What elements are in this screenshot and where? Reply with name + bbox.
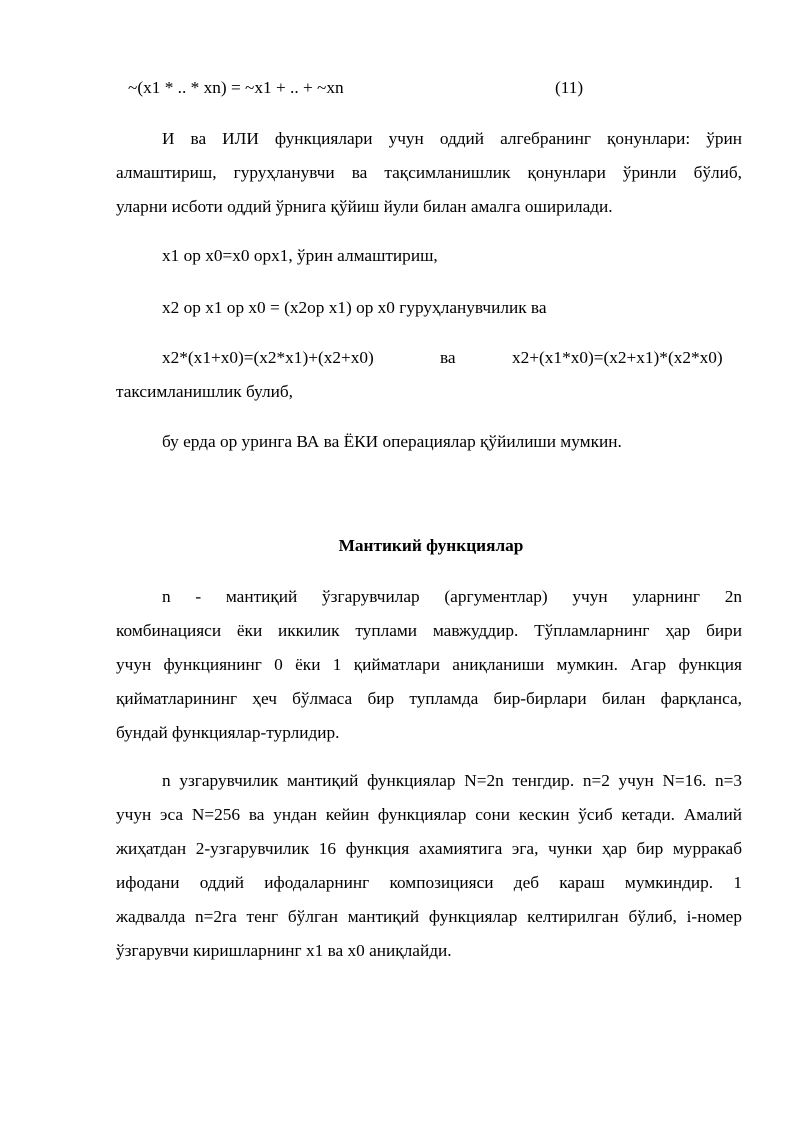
- law-distributive-and: ва: [440, 348, 456, 367]
- paragraph-line: n узгарувчилик мантиқий функциялар N=2n тенгдир. n=2 учун N=16. n=3: [162, 771, 742, 790]
- paragraph-line: комбинацияси ёки иккилик туплами мавжуддир. Тўпламларнинг ҳар бири: [116, 621, 742, 640]
- equation-number: (11): [555, 78, 584, 97]
- law-commutative: x1 ор x0=x0 орx1, ўрин алмаштириш,: [162, 246, 438, 265]
- paragraph-line: n - мантиқий ўзгарувчилар (аргументлар) учун уларнинг 2n: [162, 587, 742, 606]
- paragraph-line: жадвалда n=2га тенг бўлган мантиқий функциялар келтирилган бўлиб, i-номер: [116, 907, 742, 926]
- law-note: бу ерда ор уринга ВА ва ЁКИ операциялар қўйилиши мумкин.: [162, 432, 622, 451]
- paragraph-line: бундай функциялар-турлидир.: [116, 723, 340, 742]
- law-associative: x2 ор x1 ор x0 = (x2ор x1) ор x0 гуруҳланувчилик ва: [162, 298, 547, 317]
- paragraph-line: алмаштириш, гуруҳланувчи ва тақсимланишлик қонунлари ўринли бўлиб,: [116, 163, 742, 182]
- paragraph-line: ифодани оддий ифодаларнинг композицияси деб караш мумкиндир. 1: [116, 873, 742, 892]
- formula-expression: ~(x1 * .. * xn) = ~x1 + .. + ~xn: [128, 78, 344, 97]
- section-heading: Мантикий функциялар: [338, 536, 524, 555]
- paragraph-line: уларни исботи оддий ўрнига қўйиш йули билан амалга оширилади.: [116, 197, 613, 216]
- paragraph-line: И ва ИЛИ функциялари учун оддий алгебранинг қонунлари: ўрин: [162, 129, 742, 148]
- law-distributive-left: x2*(x1+x0)=(x2*x1)+(x2+x0): [162, 348, 374, 367]
- paragraph-line: ўзгарувчи киришларнинг x1 ва x0 аниқлайди.: [116, 941, 452, 960]
- paragraph-line: қийматларининг ҳеч бўлмаса бир тупламда бир-бирлари билан фарқланса,: [116, 689, 742, 708]
- paragraph-line: учун эса N=256 ва ундан кейин функциялар сони кескин ўсиб кетади. Амалий: [116, 805, 742, 824]
- law-distributive-caption: таксимланишлик булиб,: [116, 382, 293, 401]
- paragraph-line: учун функциянинг 0 ёки 1 қийматлари аниқланиши мумкин. Агар функция: [116, 655, 742, 674]
- law-distributive-right: x2+(x1*x0)=(x2+x1)*(x2*x0): [512, 348, 723, 367]
- paragraph-line: жиҳатдан 2-узгарувчилик 16 функция ахамиятига эга, чунки ҳар бир мурракаб: [116, 839, 742, 858]
